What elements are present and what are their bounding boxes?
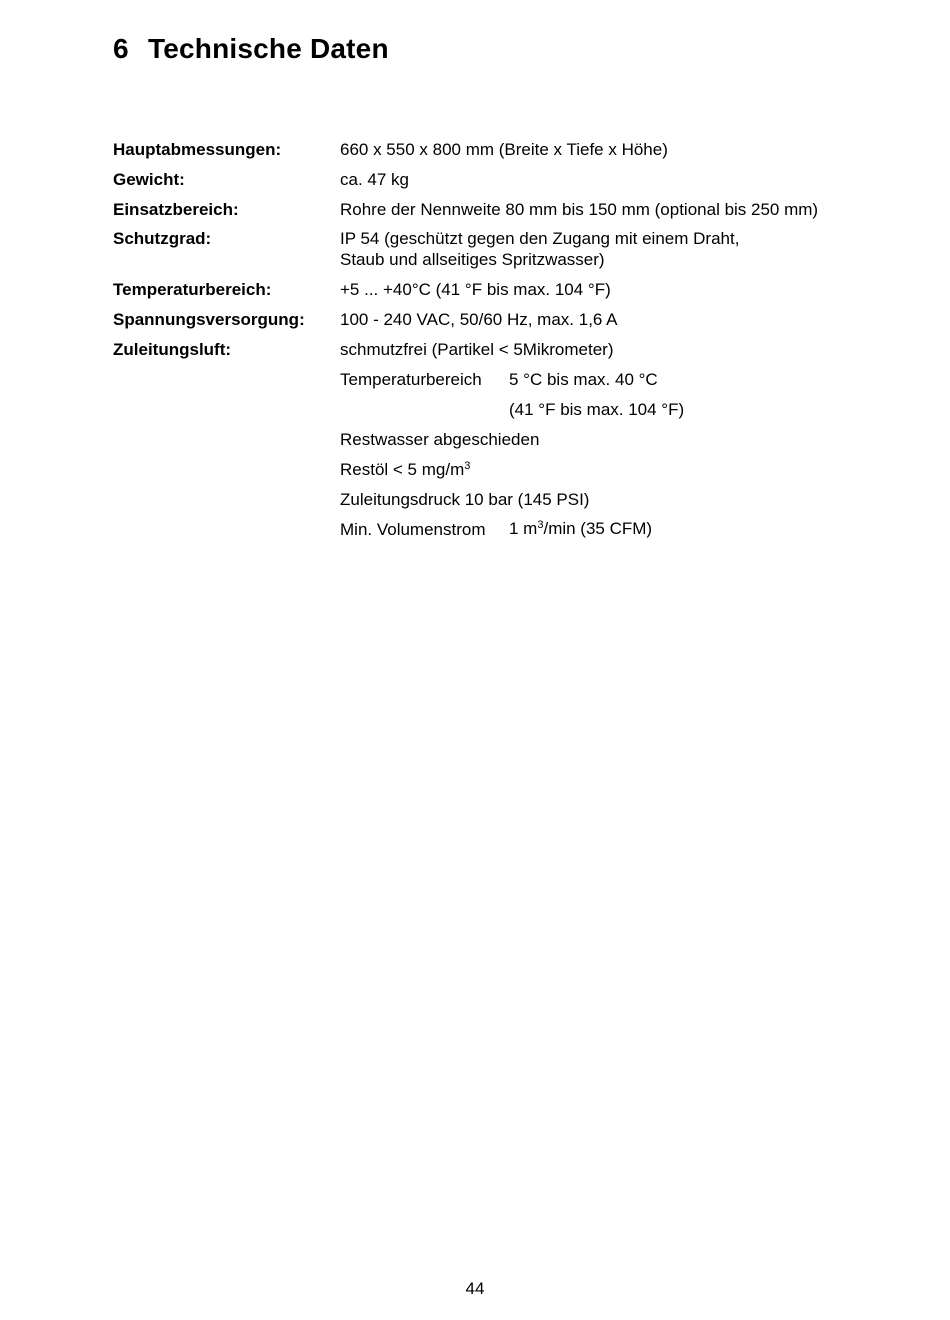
main-dimensions-value: 660 x 550 x 800 mm (Breite x Tiefe x Höhe)	[340, 140, 668, 159]
min-flow-value-pre: 1 m	[509, 519, 538, 538]
protection-class-value-line2: Staub und allseitiges Spritzwasser)	[340, 250, 605, 269]
power-supply-label: Spannungsversorgung:	[113, 310, 305, 329]
protection-class-label: Schutzgrad:	[113, 229, 212, 248]
supply-air-value: schmutzfrei (Partikel < 5Mikrometer)	[340, 340, 614, 359]
temperature-range-label: Temperaturbereich:	[113, 280, 272, 299]
supply-air-residual-oil	[340, 459, 470, 480]
main-dimensions-label: Hauptabmessungen:	[113, 140, 282, 159]
application-range-label: Einsatzbereich:	[113, 200, 239, 219]
supply-air-min-flow-label: Min. Volumenstrom	[340, 520, 486, 539]
section-number: 6	[113, 33, 129, 64]
application-range-value: Rohre der Nennweite 80 mm bis 150 mm (optional bis 250 mm)	[340, 200, 819, 219]
weight-label: Gewicht:	[113, 170, 185, 189]
supply-air-pressure: Zuleitungsdruck 10 bar (145 PSI)	[340, 490, 590, 509]
weight-value: ca. 47 kg	[340, 170, 409, 189]
supply-air-temperature-label: Temperaturbereich	[340, 370, 482, 389]
min-flow-exponent: 3	[537, 519, 544, 531]
supply-air-temperature-fahrenheit: (41 °F bis max. 104 °F)	[509, 400, 685, 419]
supply-air-residual-water: Restwasser abgeschieden	[340, 430, 540, 449]
supply-air-label: Zuleitungsluft:	[113, 340, 232, 359]
protection-class-value-line1: IP 54 (geschützt gegen den Zugang mit einem Draht,	[340, 229, 740, 248]
section-title: Technische Daten	[148, 33, 389, 64]
supply-air-min-flow-value	[509, 519, 652, 539]
supply-air-temperature-celsius: 5 °C bis max. 40 °C	[509, 370, 658, 389]
power-supply-value: 100 - 240 VAC, 50/60 Hz, max. 1,6 A	[340, 310, 618, 329]
residual-oil-exponent: 3	[464, 460, 471, 472]
temperature-range-value: +5 ... +40°C (41 °F bis max. 104 °F)	[340, 280, 611, 299]
residual-oil-text: Restöl < 5 mg/m	[340, 460, 465, 479]
min-flow-value-post: /min (35 CFM)	[543, 519, 653, 538]
page-title	[113, 33, 389, 65]
page-number: 44	[465, 1279, 485, 1298]
